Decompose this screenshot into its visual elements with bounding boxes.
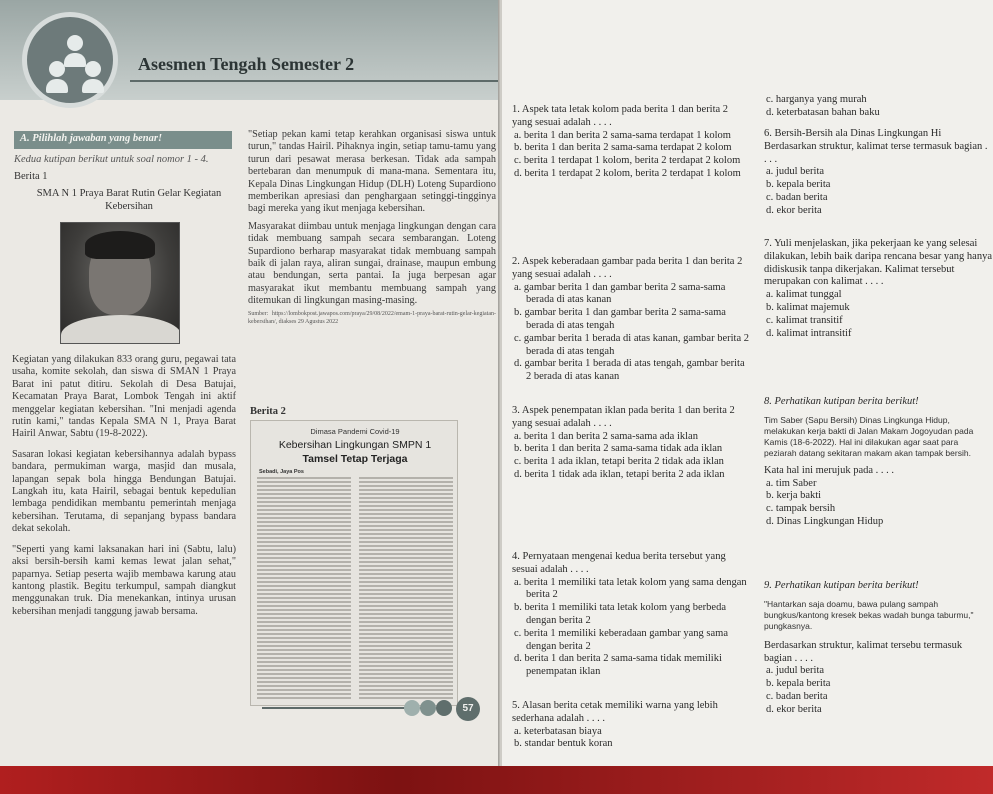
question-7: 7. Yuli menjelaskan, jika pekerjaan ke yang selesai dilakukan, lebih baik daripa rencana besar yang hanya didiskusik tanpa dikerjakan. Kalimat tersebut merupakan con kalimat . . . . a. kalimat tunggal b. kalimat majemuk c. kalimat transitif d. kalimat intransitif — [764, 238, 992, 339]
question-5-continued — [764, 94, 992, 120]
question-5: 5. Alasan berita cetak memiliki warna yang lebih sederhana adalah . . . . a. keterbatasan biaya b. standar bentuk koran — [512, 700, 750, 751]
paragraph: Kegiatan yang dilakukan 833 orang guru, pegawai tata usaha, komite sekolah, dan siswa di SMAN 1 Praya Barat ini patut ditiru. Sekolah di Desa Batujai, Kecamatan Praya Barat, Lombok Tengah ini aktif menggelar kegiatan kebersihan. "Ini menjadi agenda rutin kami," tandas Kepala SMA N 1, Praya Barat Hairil Anwar, Sabtu (19-8-2022). — [12, 354, 236, 440]
option: b. berita 1 dan berita 2 sama-sama terdapat 2 kolom — [514, 142, 732, 154]
option: b. kalimat majemuk — [766, 301, 850, 313]
option: a. berita 1 dan berita 2 sama-sama ada iklan — [514, 430, 698, 442]
people-icon — [45, 35, 105, 95]
clipping-kicker: Dimasa Pandemi Covid-19 — [310, 427, 400, 436]
option: a. berita 1 memiliki tata letak kolom yang sama dengan berita 2 — [514, 576, 747, 601]
option: c. berita 1 memiliki keberadaan gambar yang sama dengan berita 2 — [514, 627, 728, 652]
option: a. kalimat tunggal — [766, 289, 842, 301]
clipping-byline: Sebadi, Jaya Pos — [259, 469, 304, 475]
option: c. berita 1 terdapat 1 kolom, berita 2 terdapat 2 kolom — [514, 155, 741, 167]
instruction-sub: Kedua kutipan berikut untuk soal nomor 1 - 4. — [14, 154, 209, 165]
option: b. kepala berita — [766, 678, 831, 690]
option: b. kepala berita — [766, 179, 831, 191]
berita2-label: Berita 2 — [250, 406, 286, 417]
footer-dot — [404, 700, 420, 716]
news-photo — [60, 222, 180, 344]
option: a. berita 1 dan berita 2 sama-sama terdapat 1 kolom — [514, 129, 731, 141]
question-8: 8. Perhatikan kutipan berita berikut! Tim Saber (Sapu Bersih) Dinas Lingkunga Hidup, melakukan kerja bakti di Jalan Makam Jogoyudan pada Kamis (18-6-2022). Hal ini dilakukan agar saat para peziarah datang sekitaran makam akan tampak bersih. Kata hal ini merujuk pada . . . . a. tim Saber b. kerja bakti c. tampak bersih d. Dinas Lingkungan Hidup — [764, 396, 992, 529]
option: a. gambar berita 1 dan gambar berita 2 sama-sama berada di atas kanan — [514, 281, 726, 306]
question-9: 9. Perhatikan kutipan berita berikut! "Hantarkan saja doamu, bawa pulang sampah bungkus/kantong kresek bekas wadah bunga taburmu," pungkasnya. Berdasarkan struktur, kalimat tersebu termasuk bagian . . . . a. judul berita b. kepala berita c. badan berita d. ekor berita — [764, 580, 992, 717]
berita1-label: Berita 1 — [14, 171, 48, 182]
option: c. tampak bersih — [766, 503, 836, 515]
footer-dot — [420, 700, 436, 716]
footer-rule — [262, 707, 422, 709]
page-title: Asesmen Tengah Semester 2 — [138, 54, 355, 74]
clipping-subtitle: Tamsel Tetap Terjaga — [302, 453, 408, 465]
table-surface — [0, 766, 993, 794]
clipping-body — [257, 477, 453, 701]
option: c. badan berita — [766, 191, 828, 203]
berita1-right-column — [248, 129, 496, 326]
option: a. judul berita — [766, 166, 825, 178]
option: d. keterbatasan bahan baku — [766, 106, 880, 118]
option: c. berita 1 ada iklan, tetapi berita 2 tidak ada iklan — [514, 456, 724, 468]
berita1-left-column — [12, 354, 236, 618]
option: a. tim Saber — [766, 477, 817, 489]
option: b. standar bentuk koran — [514, 738, 613, 750]
quote-box: Tim Saber (Sapu Bersih) Dinas Lingkunga Hidup, melakukan kerja bakti di Jalan Makam Jogoyudan pada Kamis (18-6-2022). Hal ini dilakukan agar saat para peziarah datang sekitaran makam akan tampak bersih. — [764, 414, 974, 458]
option: d. ekor berita — [766, 204, 822, 216]
option: d. gambar berita 1 berada di atas tengah, gambar berita 2 berada di atas kanan — [514, 358, 745, 383]
question-ask: Kata hal ini merujuk pada . . . . — [764, 464, 895, 476]
option: c. gambar berita 1 berada di atas kanan, gambar berita 2 berada di atas tengah — [514, 332, 749, 357]
question-6: 6. Bersih-Bersih ala Dinas Lingkungan Hi Berdasarkan struktur, kalimat terse termasuk bagian . . . . a. judul berita b. kepala berita c. badan berita d. ekor berita — [764, 128, 992, 218]
question-4: 4. Pernyataan mengenai kedua berita tersebut yang sesuai adalah . . . . a. berita 1 memiliki tata letak kolom yang sama dengan berita 2 b. berita 1 memiliki tata letak kolom yang berbeda dengan berita 2 c. berita 1 memiliki keberadaan gambar yang sama dengan berita 2 d. berita 1 dan berita 2 sama-sama tidak memiliki penempatan iklan — [512, 551, 750, 679]
paragraph: "Seperti yang kami laksanakan hari ini (Sabtu, lalu) aksi bersih-bersih kami kemas lewat jalan sehat," paparnya. Setiap peserta wajib membawa karung atau kantong plastik. Begitu terkumpul, sampah diangkut menggunakan truk. Dia menekankan, intinya urusan kebersihan menjadi tanggung jawab bersama. — [12, 543, 236, 617]
question-ask: Berdasarkan struktur, kalimat tersebu termasuk bagian . . . . — [764, 639, 963, 664]
page-number: 57 — [456, 697, 480, 721]
option: c. kalimat transitif — [766, 314, 843, 326]
question-2: 2. Aspek keberadaan gambar pada berita 1 dan berita 2 yang sesuai adalah . . . . a. gambar berita 1 dan gambar berita 2 sama-sama berada di atas kanan b. gambar berita 1 dan gambar berita 2 sama-sama berada di atas tengah c. gambar berita 1 berada di atas kanan, gambar berita 2 berada di atas tengah d. gambar berita 1 berada di atas tengah, gambar berita 2 berada di atas kanan — [512, 256, 749, 383]
option: b. kerja bakti — [766, 490, 822, 502]
paragraph: Sasaran lokasi kegiatan kebersihannya adalah bypass bandara, permukiman warga, masjid dan musala, lapangan sepak bola hingga Bendungan Batujai. Langkah itu, kata Hairil, sebagai bentuk kepedulian lembaga pendidikan membantu pemerintah menjaga kebersihan. Terutama, di sepanjang bypass bandara dekat sekolah. — [12, 448, 236, 535]
question-1: 1. Aspek tata letak kolom pada berita 1 dan berita 2 yang sesuai adalah . . . . a. berita 1 dan berita 2 sama-sama terdapat 1 kolom b. berita 1 dan berita 2 sama-sama terdapat 2 kolom c. berita 1 terdapat 1 kolom, berita 2 terdapat 2 kolom d. berita 1 terdapat 2 kolom, berita 2 terdapat 1 kolom — [512, 104, 750, 181]
paragraph: Masyarakat diimbau untuk menjaga lingkungan dengan cara tidak membuang sampah secara sembarangan. Loteng Supardiono berharap masyarakat tidak membuang sampah baik di jalan raya, aliran sungai, drainase, maupun embung atau bendungan, serta pantai. Ia juga berpesan agar masyarakat ikut membantu membuang sampah yang ditemukan di lingkungan masing-masing. — [248, 220, 496, 307]
footer-dot — [436, 700, 452, 716]
option: d. ekor berita — [766, 703, 822, 715]
title-rule — [130, 80, 500, 82]
option: b. berita 1 memiliki tata letak kolom yang berbeda dengan berita 2 — [514, 602, 726, 626]
question-3: 3. Aspek penempatan iklan pada berita 1 dan berita 2 yang sesuai adalah . . . . a. berita 1 dan berita 2 sama-sama ada iklan b. berita 1 dan berita 2 sama-sama tidak ada iklan c. berita 1 ada iklan, tetapi berita 2 tidak ada iklan d. berita 1 tidak ada iklan, tetapi berita 2 ada iklan — [512, 405, 750, 482]
option: d. Dinas Lingkungan Hidup — [766, 515, 884, 527]
option: d. berita 1 terdapat 2 kolom, berita 2 terdapat 1 kolom — [514, 167, 741, 179]
option: b. berita 1 dan berita 2 sama-sama tidak ada iklan — [514, 443, 723, 455]
source-citation: Sumber: https://lombokpost.jawapos.com/praya/29/08/2022/emam-1-praya-barat-rutin-gelar-kegiatan-kebersihan/, diakses 29 Agustus 2022 — [248, 310, 496, 325]
option: c. harganya yang murah — [766, 94, 867, 105]
instruction-tag: A. Pilihlah jawaban yang benar! — [14, 131, 232, 149]
option: a. keterbatasan biaya — [514, 725, 602, 737]
option: d. berita 1 dan berita 2 sama-sama tidak memiliki penempatan iklan — [514, 653, 722, 678]
quote-box: "Hantarkan saja doamu, bawa pulang sampah bungkus/kantong kresek bekas wadah bunga taburmu," pungkasnya. — [764, 598, 974, 631]
paragraph: "Setiap pekan kami tetap kerahkan organisasi siswa untuk turun," tandas Hairil. Pihaknya ingin, setiap tamu-tamu yang turun dari pesawat merasa berkesan. Tidak ada sampah bertebaran dan menumpuk di mana-mana. Sementara itu, Kepala Dinas Lingkungan Hidup (DLH) Loteng Supardiono memberikan apresiasi dan penghargaan setinggi-tingginya bagi mereka yang ikut menjaga kebersihan. — [248, 129, 496, 215]
option: d. kalimat intransitif — [766, 327, 852, 339]
right-page — [502, 0, 993, 794]
logo-circle — [22, 12, 118, 108]
berita2-clipping — [250, 420, 458, 706]
clipping-title: Kebersihan Lingkungan SMPN 1 — [278, 439, 432, 451]
berita1-heading: SMA N 1 Praya Barat Rutin Gelar Kegiatan Kebersihan — [36, 188, 222, 212]
option: d. berita 1 tidak ada iklan, tetapi berita 2 ada iklan — [514, 468, 725, 480]
option: b. gambar berita 1 dan gambar berita 2 sama-sama berada di atas tengah — [514, 307, 726, 331]
option: a. judul berita — [766, 665, 825, 677]
option: c. badan berita — [766, 690, 828, 702]
